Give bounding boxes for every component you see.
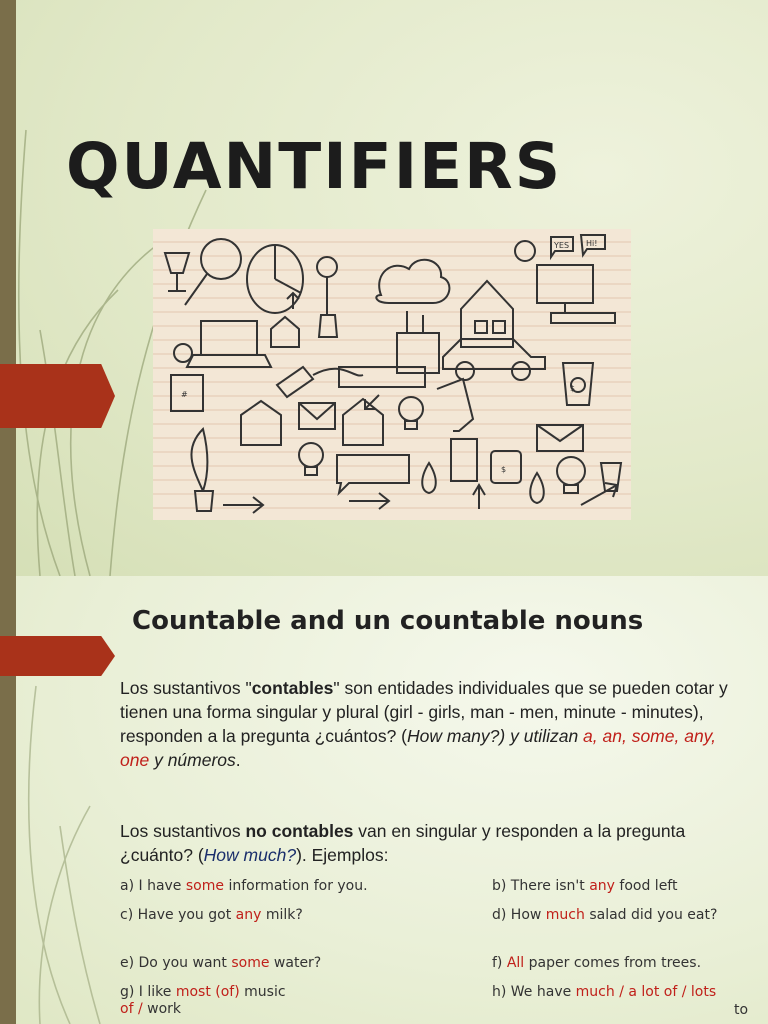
text-span: h) We have	[492, 984, 576, 1000]
example-d	[492, 907, 717, 924]
text-span: ). Ejemplos:	[296, 845, 389, 865]
example-b	[492, 878, 677, 895]
example-f	[492, 955, 701, 972]
quantifier: most (of)	[175, 984, 240, 1000]
text-span: food left	[614, 878, 678, 894]
text-span: d) How	[492, 907, 546, 923]
svg-text:Hi!: Hi!	[586, 239, 598, 248]
text-span: g) I like	[120, 984, 176, 1000]
quantifier-list: a, an, some, any, one	[120, 726, 716, 770]
text-span: a) I have	[120, 878, 186, 894]
example-g	[120, 984, 286, 1018]
example-c	[120, 907, 303, 924]
text-span: information for you.	[224, 878, 368, 894]
italic-how-many: How many?)	[407, 726, 506, 746]
italic-text: y	[149, 750, 168, 770]
text-span: Los sustantivos "	[120, 678, 252, 698]
quantifier: some	[185, 878, 224, 894]
text-span: van en singular y responden a la pregunta ¿cuánto? (	[120, 821, 686, 865]
bold-term-no-contables: no contables	[245, 821, 354, 841]
slide-heading: Countable and un countable nouns	[132, 606, 644, 636]
text-span: salad did you eat?	[584, 907, 718, 923]
quantifier: All	[506, 955, 525, 971]
quantifier: of /	[120, 1001, 143, 1017]
svg-text:$: $	[570, 384, 576, 393]
italic-how-much: How much?	[203, 845, 297, 865]
text-span: " son entidades individuales que se pueden cotar y tienen una forma singular y plural (girl - girls, man - men, minute - minutes), responden a la pregunta ¿cuántos? (	[120, 678, 728, 746]
text-span: f)	[492, 955, 507, 971]
text-span: work	[142, 1001, 182, 1017]
italic-text: y utilizan	[505, 726, 584, 746]
example-e	[120, 955, 321, 972]
quantifier: any	[589, 878, 615, 894]
text-span: milk?	[261, 907, 303, 923]
text-span: music	[239, 984, 286, 1000]
bold-term-contables: contables	[251, 678, 334, 698]
slide-countable-nouns	[0, 576, 768, 1024]
red-arrow-flag	[0, 364, 115, 428]
text-span: Los sustantivos	[120, 821, 246, 841]
quantifier: much / a lot of / lots	[575, 984, 717, 1000]
text-span: c) Have you got	[120, 907, 236, 923]
countable-paragraph	[120, 676, 750, 772]
text-span: b) There isn't	[492, 878, 590, 894]
quantifier: any	[235, 907, 262, 923]
svg-text:#: #	[181, 390, 188, 399]
doodle-collage-image	[153, 229, 631, 520]
quantifier: much	[545, 907, 585, 923]
red-arrow-flag	[0, 636, 115, 676]
italic-numeros: números	[167, 750, 236, 770]
text-span: paper comes from trees.	[524, 955, 702, 971]
text-span: e) Do you want	[120, 955, 232, 971]
text-span: water?	[269, 955, 322, 971]
slide-title-text: QUANTIFIERS	[66, 130, 563, 203]
example-a	[120, 878, 368, 895]
svg-text:$: $	[501, 465, 507, 474]
example-h	[492, 984, 716, 1001]
uncountable-paragraph	[120, 819, 750, 867]
text-span: .	[235, 750, 241, 770]
quantifier: some	[231, 955, 270, 971]
svg-text:YES: YES	[554, 241, 570, 250]
example-h-continuation: to	[734, 1002, 749, 1018]
